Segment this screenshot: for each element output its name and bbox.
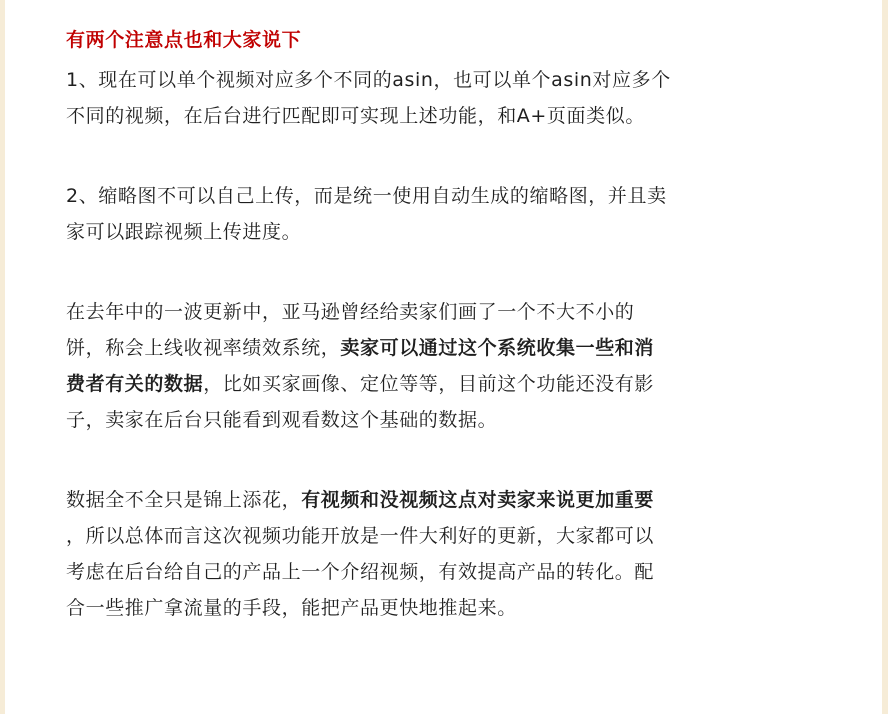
text-line: 2、缩略图不可以自己上传，而是统一使用自动生成的缩略图，并且卖: [66, 185, 667, 207]
text-span: ，比如买家画像、定位等等，目前这个功能还没有影: [203, 373, 655, 395]
text-line: [66, 366, 826, 402]
right-margin-bar: [882, 0, 888, 714]
text-line: 考虑在后台给自己的产品上一个介绍视频，有效提高产品的转化。配: [66, 561, 655, 583]
left-margin-bar: [0, 0, 5, 714]
text-span: 数据全不全只是锦上添花，: [66, 489, 302, 511]
text-line: 家可以跟踪视频上传进度。: [66, 221, 302, 243]
section-heading: 有两个注意点也和大家说下: [66, 29, 302, 51]
paragraph-gap: [66, 134, 826, 178]
paragraph-gap: [66, 438, 826, 482]
text-line: 不同的视频，在后台进行匹配即可实现上述功能，和A+页面类似。: [66, 105, 645, 127]
text-span: 饼，称会上线收视率绩效系统，: [66, 337, 341, 359]
text-line: 在去年中的一波更新中，亚马逊曾经给卖家们画了一个不大不小的: [66, 301, 635, 323]
paragraph-gap: [66, 250, 826, 294]
text-line: [66, 482, 826, 518]
paragraph-rating-system: [66, 294, 826, 438]
text-line: 子，卖家在后台只能看到观看数这个基础的数据。: [66, 409, 498, 431]
bold-text: 有视频和没视频这点对卖家来说更加重要: [301, 489, 655, 511]
paragraph-video-importance: [66, 482, 826, 626]
text-line: [66, 330, 826, 366]
bold-text: 费者有关的数据: [66, 373, 204, 395]
text-line: ，所以总体而言这次视频功能开放是一件大利好的更新，大家都可以: [66, 525, 655, 547]
text-line: 1、现在可以单个视频对应多个不同的asin，也可以单个asin对应多个: [66, 69, 671, 91]
paragraph-asin-mapping: [66, 62, 826, 134]
article-content: [66, 26, 826, 626]
text-line: 合一些推广拿流量的手段，能把产品更快地推起来。: [66, 597, 517, 619]
bold-text: 卖家可以通过这个系统收集一些和消: [340, 337, 655, 359]
paragraph-thumbnail: [66, 178, 826, 250]
